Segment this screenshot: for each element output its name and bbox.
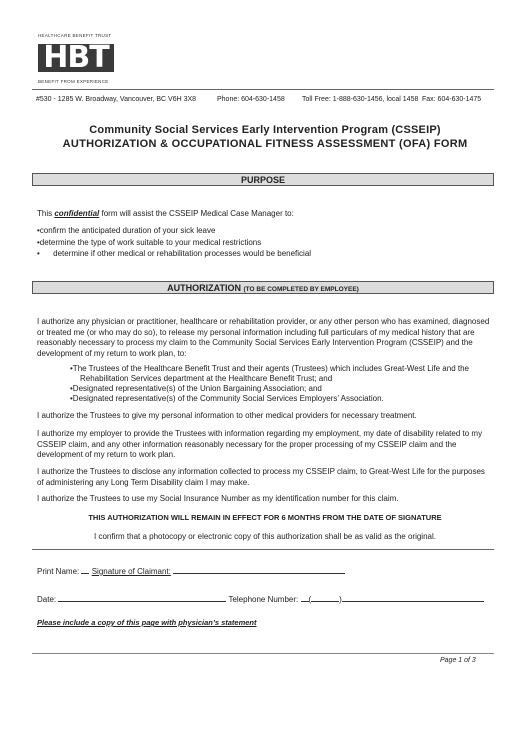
authorization-paragraph: I authorize the Trustees to disclose any information collected to process my CSSEIP claim, to Great-West Life for the purposes of administering any Long Term Disability claim I may make.: [37, 467, 485, 487]
print-name-label: Print Name:: [37, 567, 80, 576]
purpose-intro: [37, 209, 294, 220]
authorization-heading-label: AUTHORIZATION: [167, 283, 241, 293]
copy-validity-note: I confirm that a photocopy or electronic copy of this authorization shall be as valid as the original.: [94, 532, 436, 541]
logo-tagline-top: HEALTHCARE BENEFIT TRUST: [38, 33, 112, 38]
form-title-main: AUTHORIZATION & OCCUPATIONAL FITNESS ASSESSMENT (OFA) FORM: [62, 138, 468, 150]
authorization-bullet: •The Trustees of the Healthcare Benefit Trust and their agents (Trustees) which includes Great-West Life and the: [70, 364, 469, 373]
page-number: Page 1 of 3: [440, 657, 476, 664]
signature-field[interactable]: [173, 565, 345, 574]
print-name-field[interactable]: [81, 565, 89, 574]
telephone-number-field[interactable]: [342, 593, 484, 602]
telephone-label: Telephone Number:: [228, 595, 299, 604]
telephone-paren-open: (: [308, 595, 312, 604]
header-rule: [32, 89, 494, 90]
validity-statement: THIS AUTHORIZATION WILL REMAIN IN EFFECT FOR 6 MONTHS FROM THE DATE OF SIGNATURE: [88, 513, 442, 522]
phone: Phone: 604-630-1458: [217, 96, 285, 103]
purpose-bullet: •confirm the anticipated duration of your sick leave: [37, 226, 216, 235]
authorization-heading-note: (TO BE COMPLETED BY EMPLOYEE): [243, 286, 359, 293]
fax: Fax: 604-630-1475: [422, 96, 482, 103]
purpose-intro-pre: This: [37, 209, 53, 218]
hbt-logo: [38, 40, 114, 75]
logo-tagline-bottom: BENEFIT FROM EXPERIENCE: [38, 79, 109, 84]
form-title-program: Community Social Services Early Intervention Program (CSSEIP): [89, 124, 441, 136]
purpose-intro-post: form will assist the CSSEIP Medical Case Manager to:: [101, 209, 294, 218]
logo-text: HBT: [43, 40, 109, 75]
print-name-row: [37, 565, 345, 578]
authorization-paragraph: I authorize any physician or practitioner, healthcare or rehabilitation provider, or any other person who has examined, diagnosed or treated me (or who may do so), to release my personal information including full particulars of my medical history that are reasonably necessary to process my claim to the Community Social Services Early Intervention Program (CSSEIP) and the development of my return to work plan, to:: [37, 317, 490, 358]
confidential-emphasis: confidential: [54, 209, 100, 218]
authorization-paragraph: I authorize the Trustees to use my Social Insurance Number as my identification number for this claim.: [37, 494, 399, 503]
physician-statement-note: Please include a copy of this page with physician’s statement: [37, 618, 257, 627]
footer-rule: [32, 653, 494, 654]
toll-free: Toll Free: 1-888-630-1456, local 1458: [302, 96, 419, 103]
purpose-bullet: •determine the type of work suitable to your medical restrictions: [37, 238, 262, 247]
date-field[interactable]: [58, 593, 226, 602]
telephone-area-code-field[interactable]: [308, 593, 339, 604]
section-rule: [32, 549, 494, 550]
authorization-bullet: •Designated representative(s) of the Union Bargaining Association; and: [70, 384, 322, 393]
date-label: Date:: [37, 595, 57, 604]
telephone-field-pre[interactable]: [301, 593, 309, 602]
purpose-bullet: • determine if other medical or rehabilitation processes would be beneficial: [37, 249, 312, 258]
authorization-paragraph: I authorize the Trustees to give my personal information to other medical providers for necessary treatment.: [37, 411, 417, 420]
authorization-bullet: •Designated representative(s) of the Community Social Services Employers’ Association.: [70, 394, 384, 403]
address: #530 - 1285 W. Broadway, Vancouver, BC V6H 3X8: [36, 96, 197, 103]
telephone-paren-close: ): [339, 595, 342, 604]
date-phone-row: [37, 593, 484, 606]
authorization-heading: [32, 281, 494, 294]
authorization-paragraph: I authorize my employer to provide the Trustees with information regarding my employment, my date of disability related to my CSSEIP claim, and any other information reasonably necessary for the proper processing of my CSSEIP claim and the development of my return to work plan.: [37, 429, 483, 459]
authorization-bullet-continued: Rehabilitation Services department at the Healthcare Benefit Trust; and: [80, 374, 333, 383]
purpose-heading: PURPOSE: [32, 173, 494, 186]
signature-label: Signature of Claimant:: [91, 567, 171, 576]
